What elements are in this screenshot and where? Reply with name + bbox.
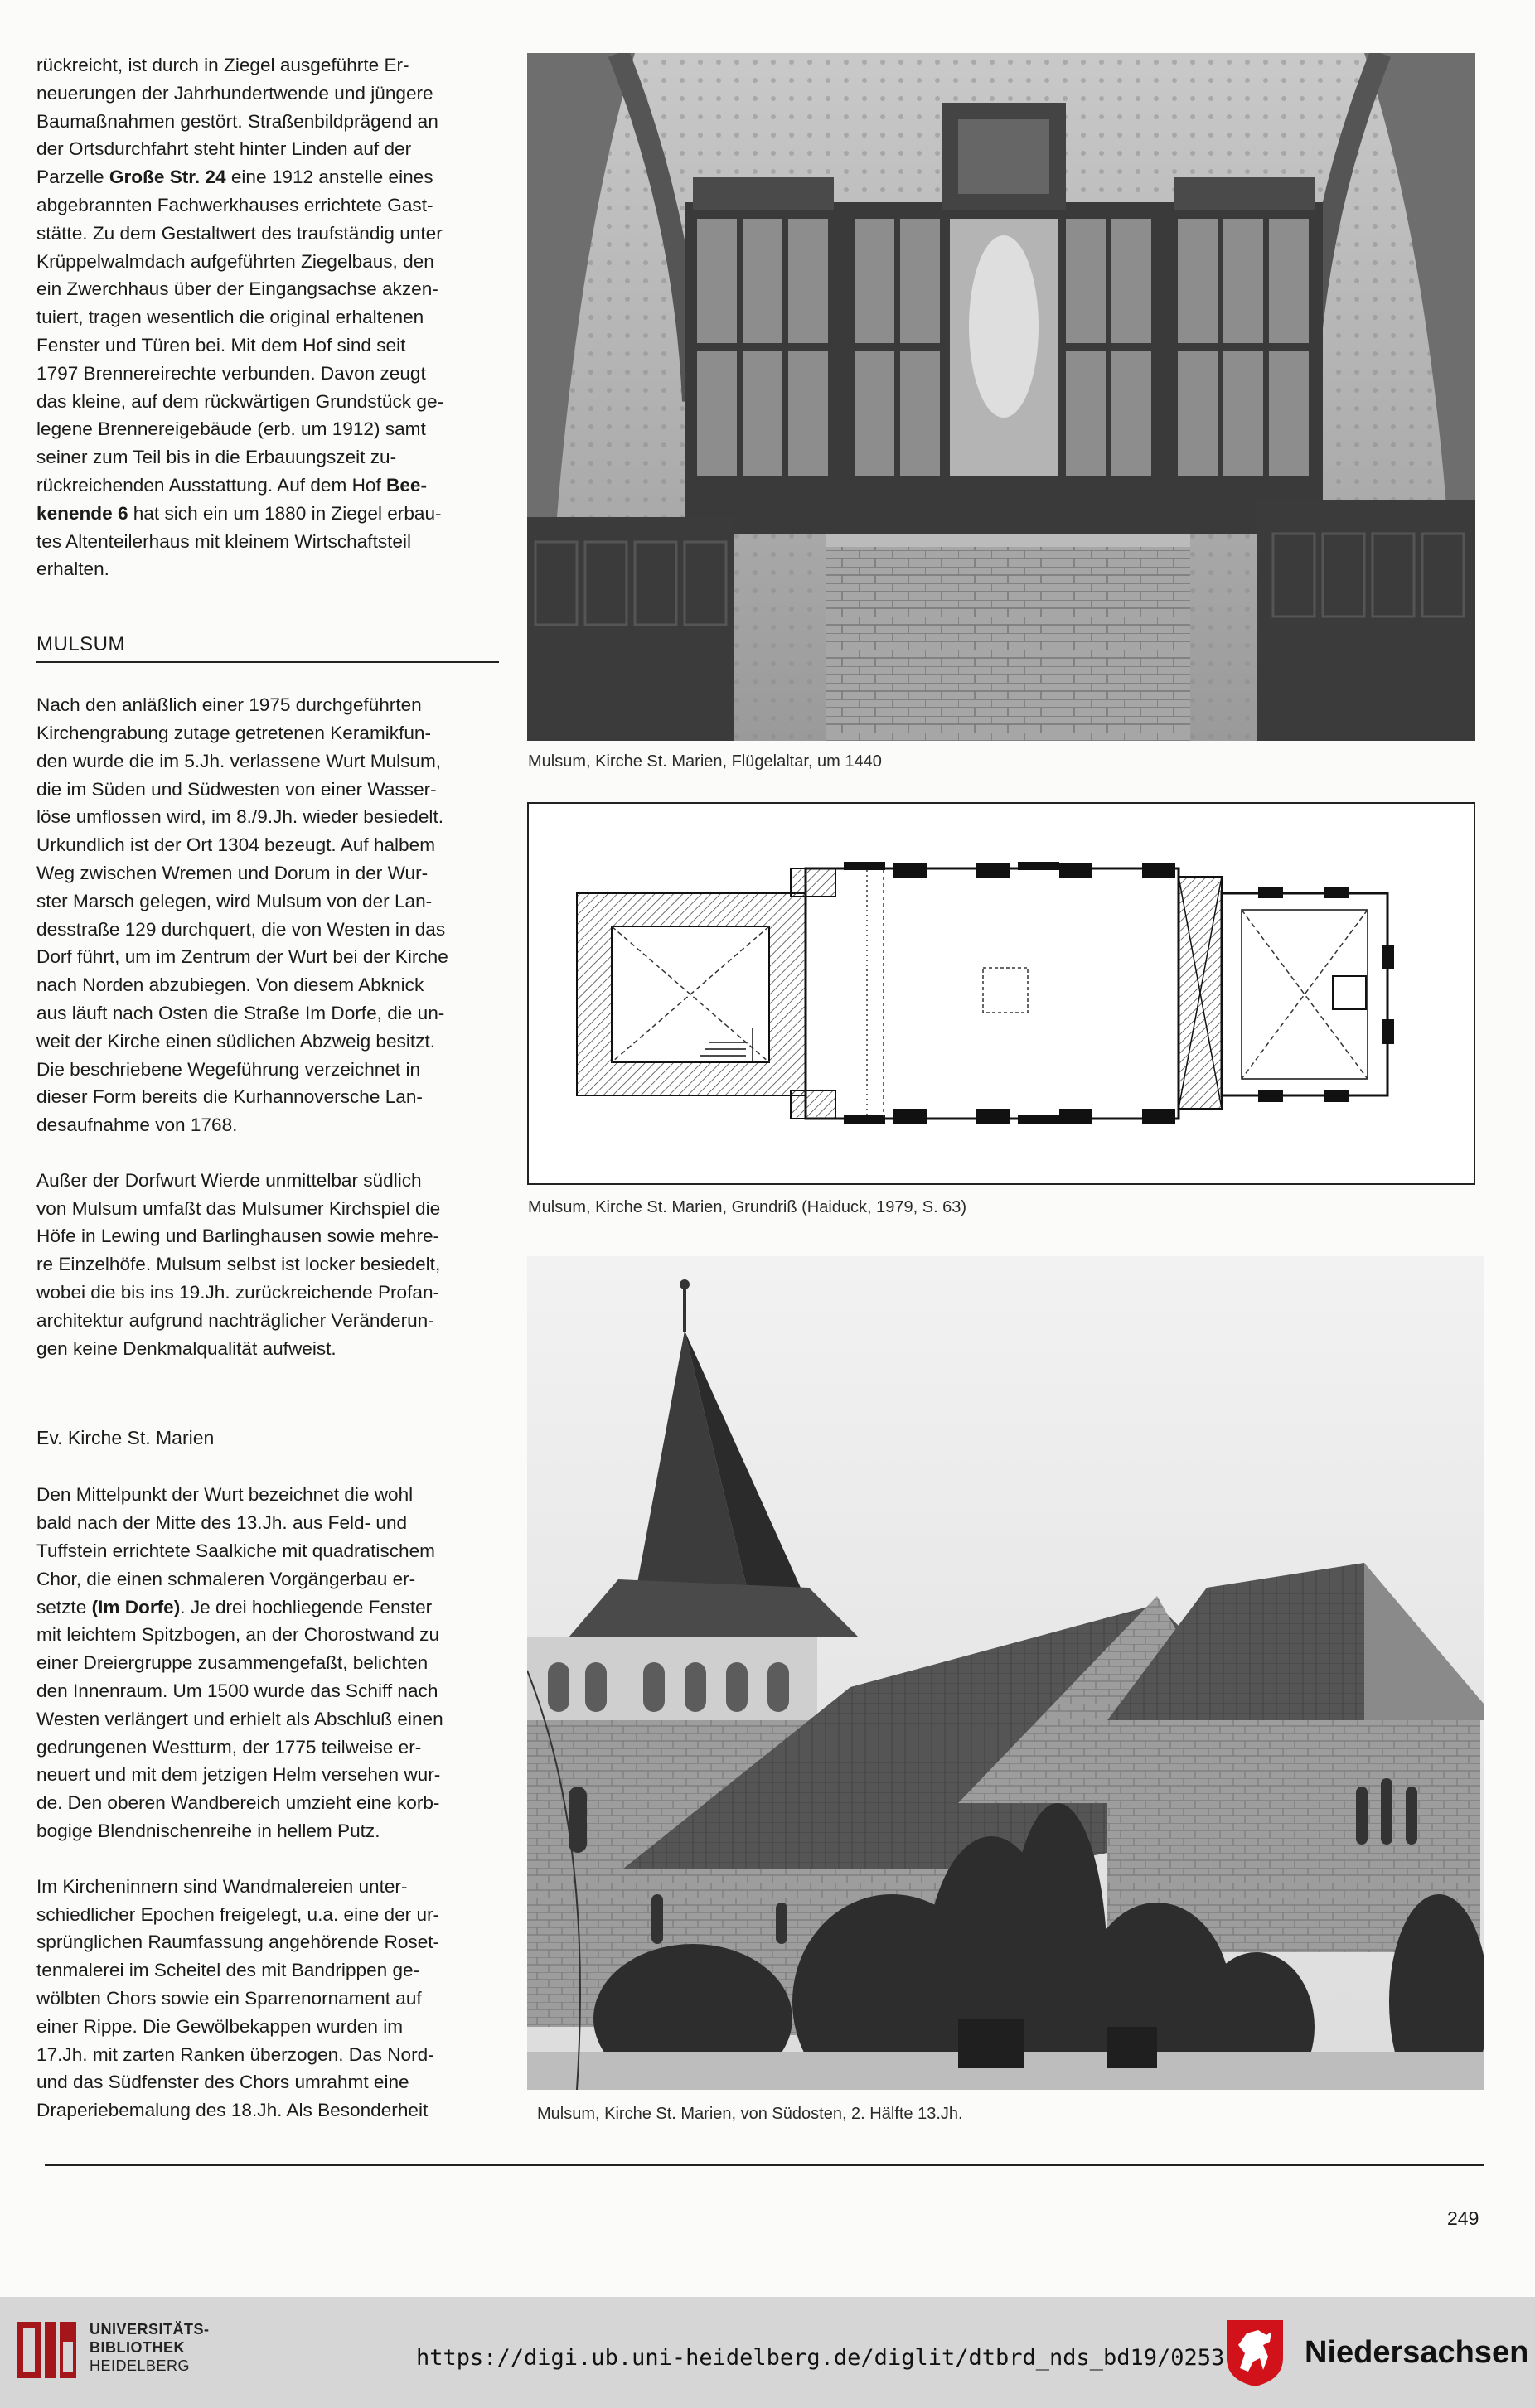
text-column	[36, 51, 499, 2125]
section-title: MULSUM	[36, 633, 499, 663]
permalink-url[interactable]: https://digi.ub.uni-heidelberg.de/diglit/dtbrd_nds_bd19/0253	[416, 2345, 1225, 2371]
uni-name-line-2: BIBLIOTHEK	[90, 2339, 185, 2356]
university-library-logo-icon[interactable]	[13, 2317, 80, 2383]
altar-photo	[527, 53, 1475, 741]
bold-address: Bee-	[386, 474, 427, 496]
university-library-name[interactable]	[90, 2320, 210, 2375]
uni-name-line-1: UNIVERSITÄTS-	[90, 2321, 210, 2338]
paragraph-intro: rückreicht, ist durch in Ziegel ausgeführte Er- neuerungen der Jahrhundertwende und jüngere Baumaßnahmen gestört. Straßenbildprägend an der Ortsdurchfahrt steht hinter Linden auf der Parzelle Große Str. 24 eine 1912 anstelle eines abgebrannten Fachwerkhauses errichtete Gast- stätte. Zu dem Gestaltwert des traufständig unter Krüppelwalmdach aufgeführten Ziegelbaus, den ein Zwerchhaus über der Eingangsachse akzen- tuiert, tragen wesentlich die original erhaltenen Fenster und Türen bei. Mit dem Hof sind seit 1797 Brennereirechte verbunden. Davon zeugt das kleine, auf dem rückwärtigen Grundstück ge- legene Brennereigebäude (erb. um 1912) samt seiner zum Teil bis in die Erbauungszeit zu- rückreichenden Ausstattung. Auf dem Hof Bee- kenende 6 hat sich ein um 1880 in Ziegel erbau- tes Altenteilerhaus mit kleinem Wirtschaftsteil erhalten.	[36, 55, 444, 580]
niedersachsen-horse-icon[interactable]	[1223, 2317, 1286, 2388]
church-illustration	[527, 1256, 1484, 2090]
floor-plan-drawing	[529, 804, 1474, 1183]
viewer-footer	[0, 2297, 1535, 2408]
page-number: 249	[1447, 2207, 1479, 2229]
plan-caption: Mulsum, Kirche St. Marien, Grundriß (Haiduck, 1979, S. 63)	[528, 1198, 967, 1216]
altar-caption: Mulsum, Kirche St. Marien, Flügelaltar, um 1440	[528, 752, 882, 771]
paragraph-interior: Im Kircheninnern sind Wandmalereien unter- schiedlicher Epochen freigelegt, u.a. eine der ur- sprünglichen Raumfassung angehörende Roset- tenmalerei im Scheitel des mit Bandrippen ge- wölbten Chors sowie ein Sparrenornament auf einer Rippe. Die Gewölbekappen wurden im 17.Jh. mit zarten Ranken überzogen. Das Nord- und das Südfenster des Chors umrahmt eine Draperiebemalung des 18.Jh. Als Besonderheit	[36, 1875, 440, 2121]
paragraph-church: Den Mittelpunkt der Wurt bezeichnet die wohl bald nach der Mitte des 13.Jh. aus Feld- und Tuffstein errichtete Saalkiche mit quadratischem Chor, die einen schmaleren Vorgängerbau er- setzte (Im Dorfe). Je drei hochliegende Fenster mit leichtem Spitzbogen, an der Chorostwand zu einer Dreiergruppe zusammengefaßt, belichten den Innenraum. Um 1500 wurde das Schiff nach Westen verlängert und erhielt als Abschluß einen gedrungenen Westturm, der 1775 teilweise er- neuert und mit dem jetzigen Helm versehen wur- de. Den oberen Wandbereich umzieht eine korb- bogige Blendnischenreihe in hellem Putz.	[36, 1484, 443, 1842]
paragraph-parish: Außer der Dorfwurt Wierde unmittelbar südlich von Mulsum umfaßt das Mulsumer Kirchspiel die Höfe in Lewing und Barlinghausen sowie mehre- re Einzelhöfe. Mulsum selbst ist locker besiedelt, wobei die bis ins 19.Jh. zurückreichende Profan- architektur aufgrund nachträglicher Veränderun- gen keine Denkmalqualität aufweist.	[36, 1169, 441, 1359]
niedersachsen-label[interactable]: Niedersachsen	[1305, 2335, 1529, 2370]
paragraph-history: Nach den anläßlich einer 1975 durchgeführten Kirchengrabung zutage getretenen Keramikfun- den wurde die im 5.Jh. verlassene Wurt Mulsum, die im Süden und Südwesten von einer Wasser- löse umflossen wird, im 8./9.Jh. wieder besiedelt. Urkundlich ist der Ort 1304 bezeugt. Auf halbem Weg zwischen Wremen und Dorum in der Wur- ster Marsch gelegen, wird Mulsum von der Lan- desstraße 129 durchquert, die von Westen in das Dorf führt, um im Zentrum der Wurt bei der Kirche nach Norden abzubiegen. Von diesem Abknick aus läuft nach Osten die Straße Im Dorfe, die un- weit der Kirche einen südlichen Abzweig besitzt. Die beschriebene Wegeführung verzeichnet in dieser Form bereits die Kurhannoversche Lan- desaufnahme von 1768.	[36, 694, 448, 1136]
altar-illustration	[527, 53, 1475, 741]
floor-plan	[527, 802, 1475, 1185]
bold-address: kenende 6	[36, 502, 128, 524]
bold-address: (Im Dorfe)	[91, 1596, 181, 1617]
uni-name-line-3: HEIDELBERG	[90, 2357, 191, 2374]
footer-rule	[45, 2164, 1484, 2166]
church-caption: Mulsum, Kirche St. Marien, von Südosten, 2. Hälfte 13.Jh.	[537, 2105, 963, 2123]
subsection-title: Ev. Kirche St. Marien	[36, 1427, 215, 1449]
church-photo	[527, 1256, 1484, 2090]
bold-address: Große Str. 24	[109, 167, 226, 188]
